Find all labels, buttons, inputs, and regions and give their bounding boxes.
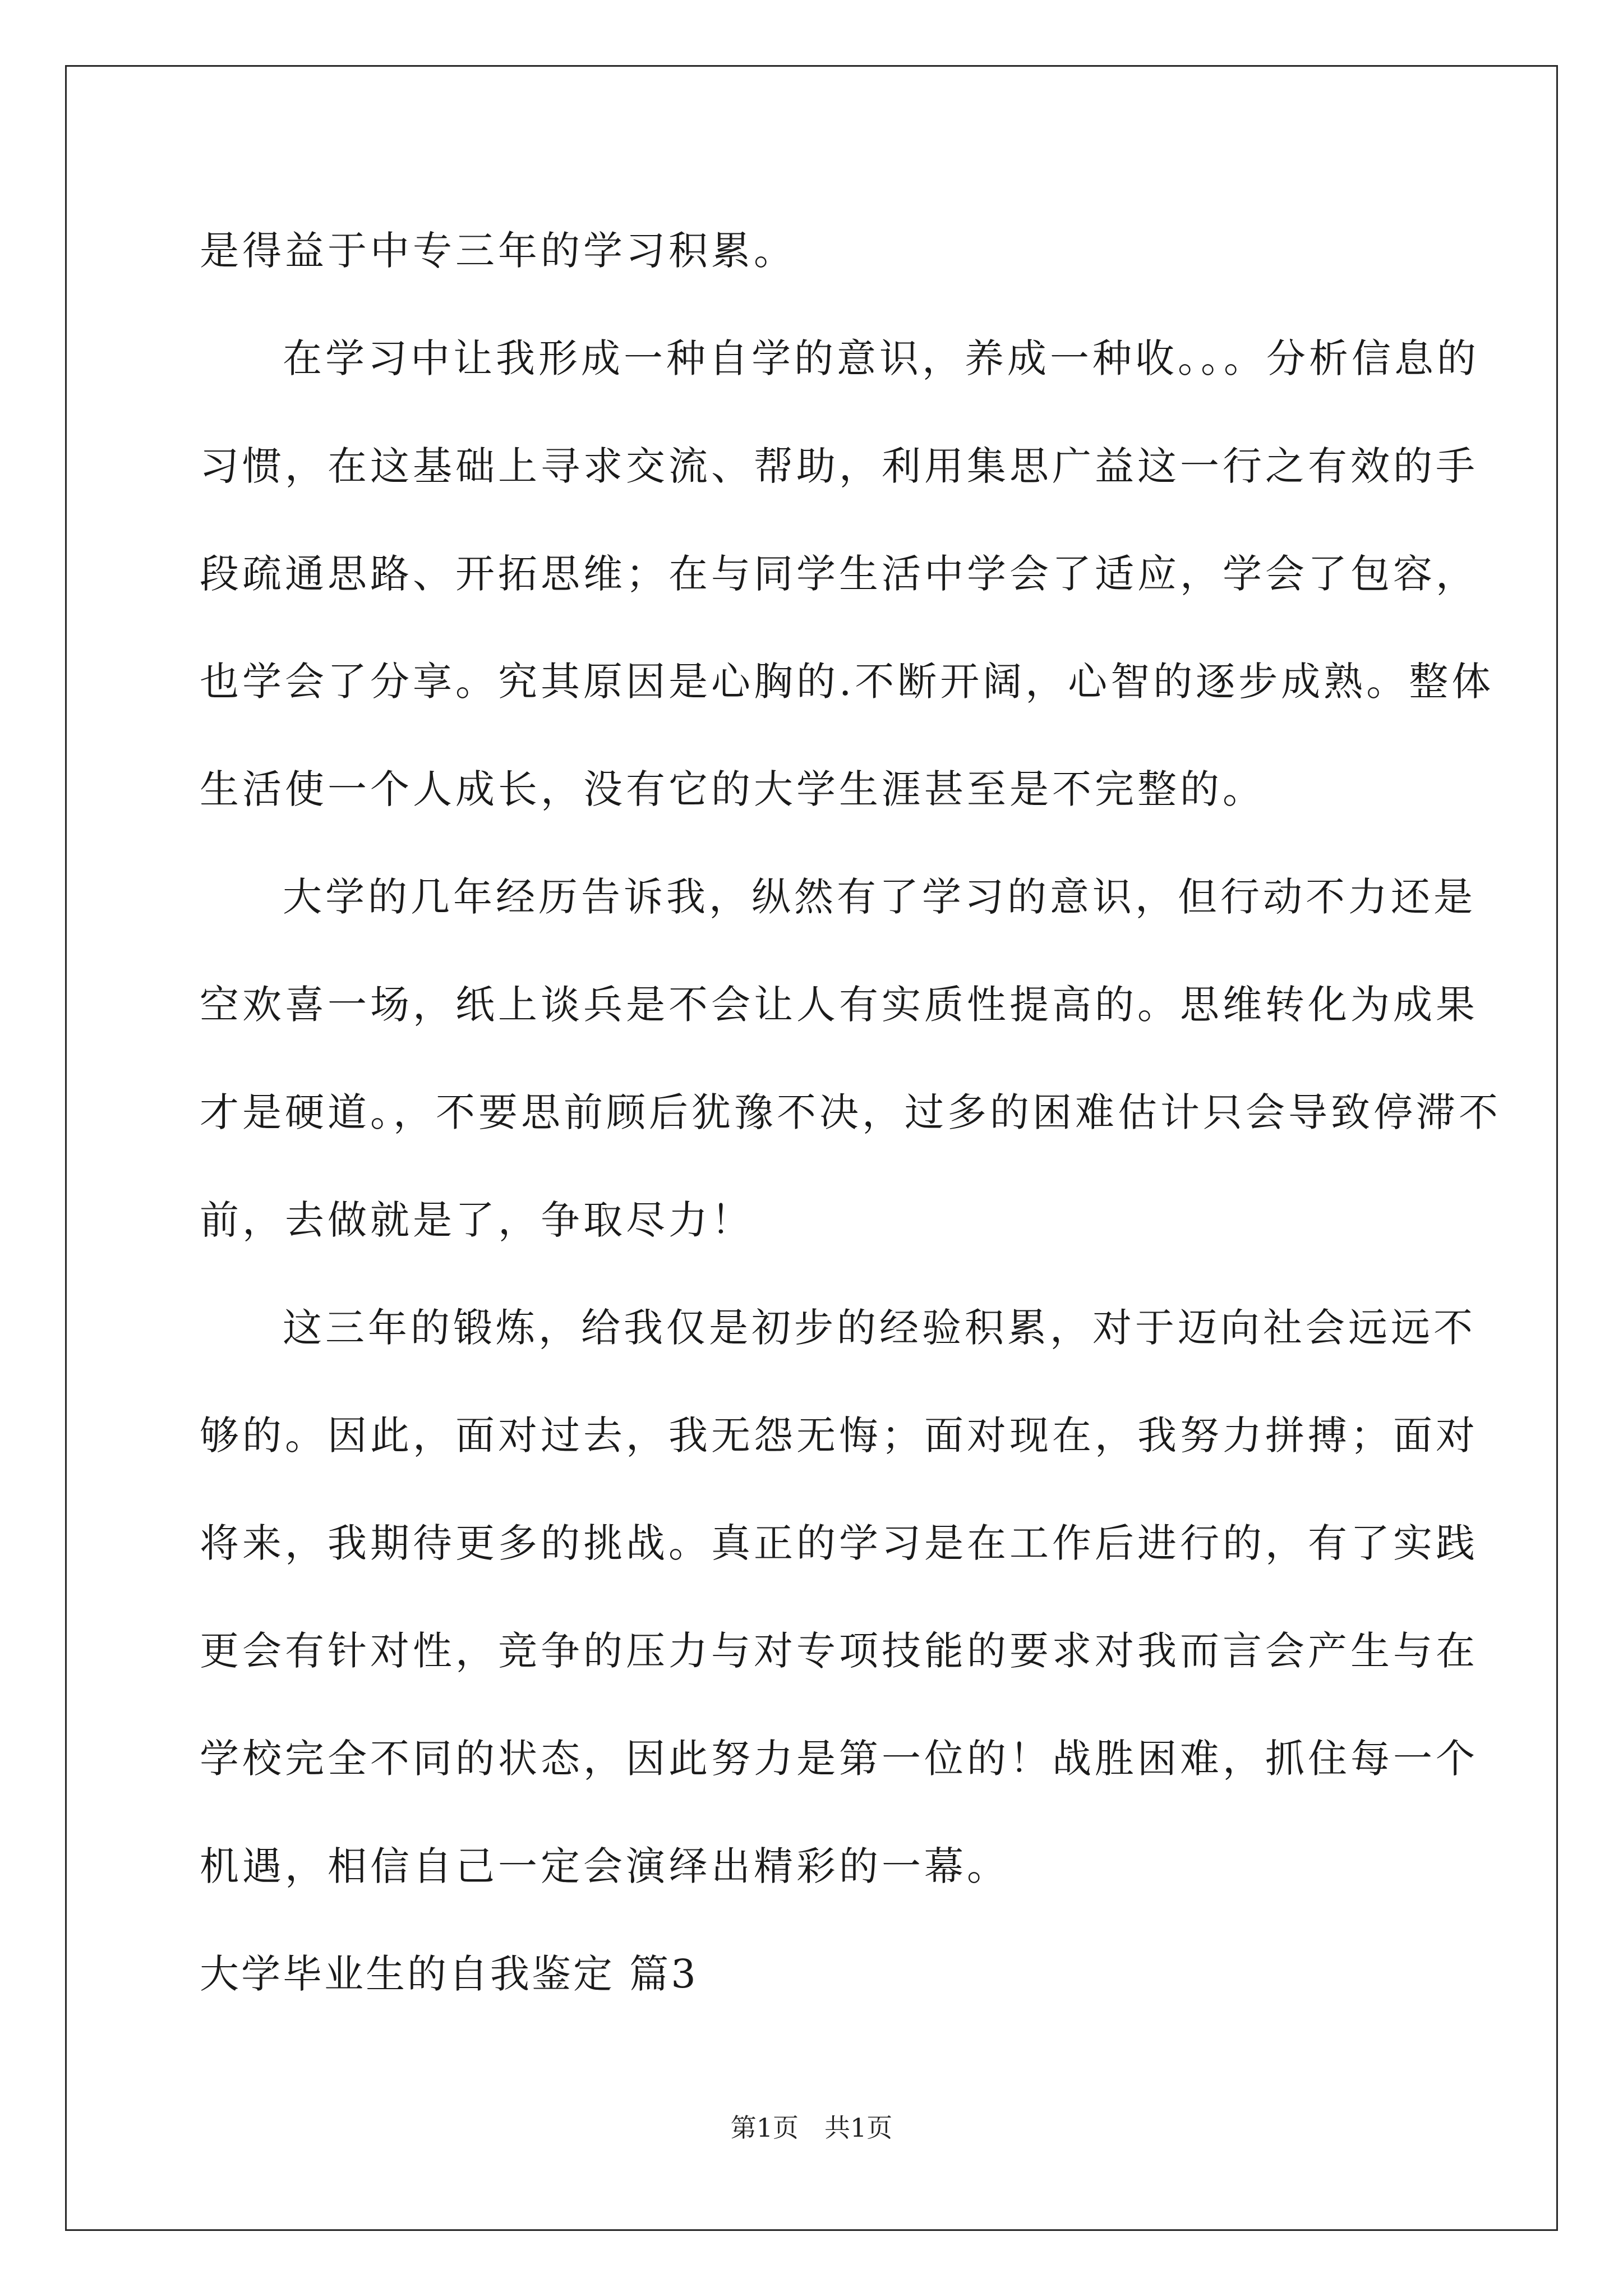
paragraph-3-line-4: 前，去做就是了，争取尽力！	[200, 1197, 754, 1243]
paragraph-2-line-5: 生活使一个人成长，没有它的大学生涯甚至是不完整的。	[200, 766, 1265, 812]
paragraph-3-line-1: 大学的几年经历告诉我，纵然有了学习的意识，但行动不力还是	[283, 874, 1476, 920]
paragraph-2-line-3: 段疏通思路、开拓思维；在与同学生活中学会了适应，学会了包容，	[200, 551, 1478, 597]
paragraph-2-line-1: 在学习中让我形成一种自学的意识，养成一种收。。。分析信息的	[283, 335, 1479, 381]
paragraph-4-line-1: 这三年的锻炼，给我仅是初步的经验积累，对于迈向社会远远不	[283, 1305, 1476, 1351]
paragraph-4-line-5: 学校完全不同的状态，因此努力是第一位的！战胜困难，抓住每一个	[200, 1736, 1478, 1782]
paragraph-2-line-2: 习惯，在这基础上寻求交流、帮助，利用集思广益这一行之有效的手	[200, 443, 1478, 489]
paragraph-3-line-2: 空欢喜一场，纸上谈兵是不会让人有实质性提高的。思维转化为成果	[200, 982, 1478, 1028]
page-border	[65, 65, 1558, 2231]
paragraph-2-line-4: 也学会了分享。究其原因是心胸的.不断开阔，心智的逐步成熟。整体	[200, 659, 1495, 705]
paragraph-1-line-1: 是得益于中专三年的学习积累。	[200, 228, 796, 274]
page-footer: 第1页 共1页	[730, 2113, 893, 2143]
paragraph-4-line-6: 机遇，相信自己一定会演绎出精彩的一幕。	[200, 1843, 1009, 1889]
section-heading: 大学毕业生的自我鉴定 篇3	[200, 1951, 698, 1997]
paragraph-4-line-3: 将来，我期待更多的挑战。真正的学习是在工作后进行的，有了实践	[200, 1520, 1478, 1566]
paragraph-4-line-4: 更会有针对性，竞争的压力与对专项技能的要求对我而言会产生与在	[200, 1628, 1478, 1674]
paragraph-3-line-3: 才是硬道。，不要思前顾后犹豫不决，过多的困难估计只会导致停滞不	[200, 1089, 1501, 1135]
paragraph-4-line-2: 够的。因此，面对过去，我无怨无悔；面对现在，我努力拼搏；面对	[200, 1412, 1478, 1458]
